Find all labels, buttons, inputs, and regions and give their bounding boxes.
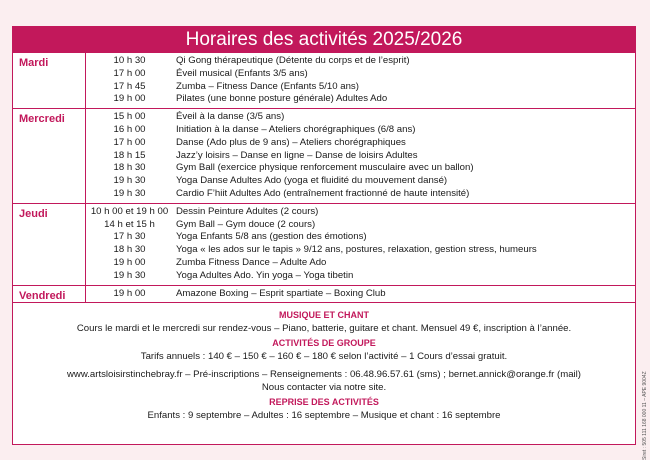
entry-time: 10 h 00 et 19 h 00 bbox=[90, 205, 169, 217]
entry-activity: Zumba – Fitness Dance (Enfants 5/10 ans) bbox=[176, 80, 359, 92]
entry-time: 19 h 00 bbox=[113, 93, 146, 105]
entry-time: 17 h 45 bbox=[113, 80, 146, 92]
info-footer bbox=[13, 303, 635, 422]
day-label: Jeudi bbox=[13, 204, 86, 285]
schedule-entry bbox=[86, 188, 635, 201]
entry-list bbox=[86, 109, 635, 203]
schedule-entry bbox=[86, 137, 635, 150]
entry-activity: Gym Ball (exercice physique renforcement musculaire avec un ballon) bbox=[176, 162, 474, 174]
entry-activity: Zumba Fitness Dance – Adulte Ado bbox=[176, 256, 327, 268]
entry-activity: Pilates (une bonne posture générale) Adultes Ado bbox=[176, 93, 388, 105]
entry-time: 18 h 30 bbox=[113, 162, 146, 174]
entry-activity: Yoga « les ados sur le tapis » 9/12 ans, postures, relaxation, gestion stress, humeurs bbox=[176, 244, 537, 256]
schedule-entry bbox=[86, 288, 635, 301]
contact-text-2: Nous contacter via notre site. bbox=[261, 382, 387, 394]
entry-time: 17 h 00 bbox=[113, 67, 146, 79]
schedule-entry bbox=[86, 175, 635, 188]
schedule-entry bbox=[86, 231, 635, 244]
schedule-entry bbox=[86, 219, 635, 232]
entry-time: 19 h 30 bbox=[113, 187, 146, 199]
schedule-entry bbox=[86, 270, 635, 283]
reprise-heading: REPRISE DES ACTIVITÉS bbox=[269, 397, 379, 408]
entry-activity: Danse (Ado plus de 9 ans) – Ateliers chorégraphiques bbox=[176, 136, 406, 148]
schedule-entry bbox=[86, 55, 635, 68]
entry-time: 10 h 30 bbox=[113, 55, 146, 66]
entry-time: 16 h 00 bbox=[113, 123, 146, 135]
entry-activity: Éveil musical (Enfants 3/5 ans) bbox=[176, 67, 308, 79]
music-text: Cours le mardi et le mercredi sur rendez-vous – Piano, batterie, guitare et chant. Mensuel 49 €, inscription à l’année. bbox=[76, 323, 572, 335]
schedule-entry bbox=[86, 68, 635, 81]
contact-text: www.artsloisirstinchebray.fr – Pré-inscriptions – Renseignements : 06.48.96.57.61 (sms) ; bernet.annick@orange.fr (mail) bbox=[67, 369, 581, 381]
entry-time: 19 h 30 bbox=[113, 175, 146, 187]
entry-activity: Yoga Danse Adultes Ado (yoga et fluidité du mouvement dansé) bbox=[176, 175, 448, 187]
entry-activity: Cardio F’hiit Adultes Ado (entraînement fractionné de haute intensité) bbox=[176, 187, 470, 199]
schedule-entry bbox=[86, 81, 635, 94]
reprise-text: Enfants : 9 septembre – Adultes : 16 septembre – Musique et chant : 16 septembre bbox=[147, 410, 501, 422]
day-row bbox=[13, 53, 635, 109]
siret-note: Siret : 505 111 168 000 11 – APE 9004Z bbox=[642, 371, 648, 460]
entry-time: 15 h 00 bbox=[113, 111, 146, 123]
entry-activity: Amazone Boxing – Esprit spartiate – Boxing Club bbox=[176, 287, 386, 299]
day-row bbox=[13, 286, 635, 304]
entry-activity: Yoga Enfants 5/8 ans (gestion des émotions) bbox=[176, 231, 367, 243]
entry-time: 17 h 30 bbox=[113, 231, 146, 243]
entry-list bbox=[86, 204, 635, 285]
entry-time: 19 h 00 bbox=[113, 256, 146, 268]
day-label: Mardi bbox=[13, 53, 86, 108]
schedule-table bbox=[13, 53, 635, 303]
group-text: Tarifs annuels : 140 € – 150 € – 160 € – 180 € selon l’activité – 1 Cours d’essai gratuit. bbox=[140, 351, 508, 363]
entry-time: 17 h 00 bbox=[113, 136, 146, 148]
page-title: Horaires des activités 2025/2026 bbox=[13, 27, 635, 53]
day-row bbox=[13, 109, 635, 204]
entry-activity: Yoga Adultes Ado. Yin yoga – Yoga tibetin bbox=[176, 269, 354, 281]
entry-time: 18 h 30 bbox=[113, 244, 146, 256]
entry-activity: Qi Gong thérapeutique (Détente du corps et de l’esprit) bbox=[176, 55, 410, 66]
entry-activity: Gym Ball – Gym douce (2 cours) bbox=[176, 218, 316, 230]
schedule-entry bbox=[86, 244, 635, 257]
group-heading: ACTIVITÉS DE GROUPE bbox=[272, 338, 376, 349]
music-heading: MUSIQUE ET CHANT bbox=[279, 310, 369, 321]
schedule-entry bbox=[86, 257, 635, 270]
day-row bbox=[13, 204, 635, 286]
entry-activity: Initiation à la danse – Ateliers chorégraphiques (6/8 ans) bbox=[176, 123, 416, 135]
schedule-entry bbox=[86, 150, 635, 163]
entry-time: 19 h 00 bbox=[113, 287, 146, 299]
entry-activity: Éveil à la danse (3/5 ans) bbox=[176, 111, 285, 123]
entry-time: 14 h et 15 h bbox=[104, 218, 155, 230]
schedule-entry bbox=[86, 93, 635, 106]
entry-time: 18 h 15 bbox=[113, 149, 146, 161]
schedule-entry bbox=[86, 206, 635, 219]
day-label: Vendredi bbox=[13, 286, 86, 303]
entry-time: 19 h 30 bbox=[113, 269, 146, 281]
entry-activity: Jazz’y loisirs – Danse en ligne – Danse de loisirs Adultes bbox=[176, 149, 418, 161]
entry-list bbox=[86, 286, 635, 303]
schedule-entry bbox=[86, 162, 635, 175]
entry-list bbox=[86, 53, 635, 108]
schedule-entry bbox=[86, 111, 635, 124]
entry-activity: Dessin Peinture Adultes (2 cours) bbox=[176, 205, 319, 217]
day-label: Mercredi bbox=[13, 109, 86, 203]
schedule-sheet bbox=[12, 26, 636, 445]
schedule-entry bbox=[86, 124, 635, 137]
